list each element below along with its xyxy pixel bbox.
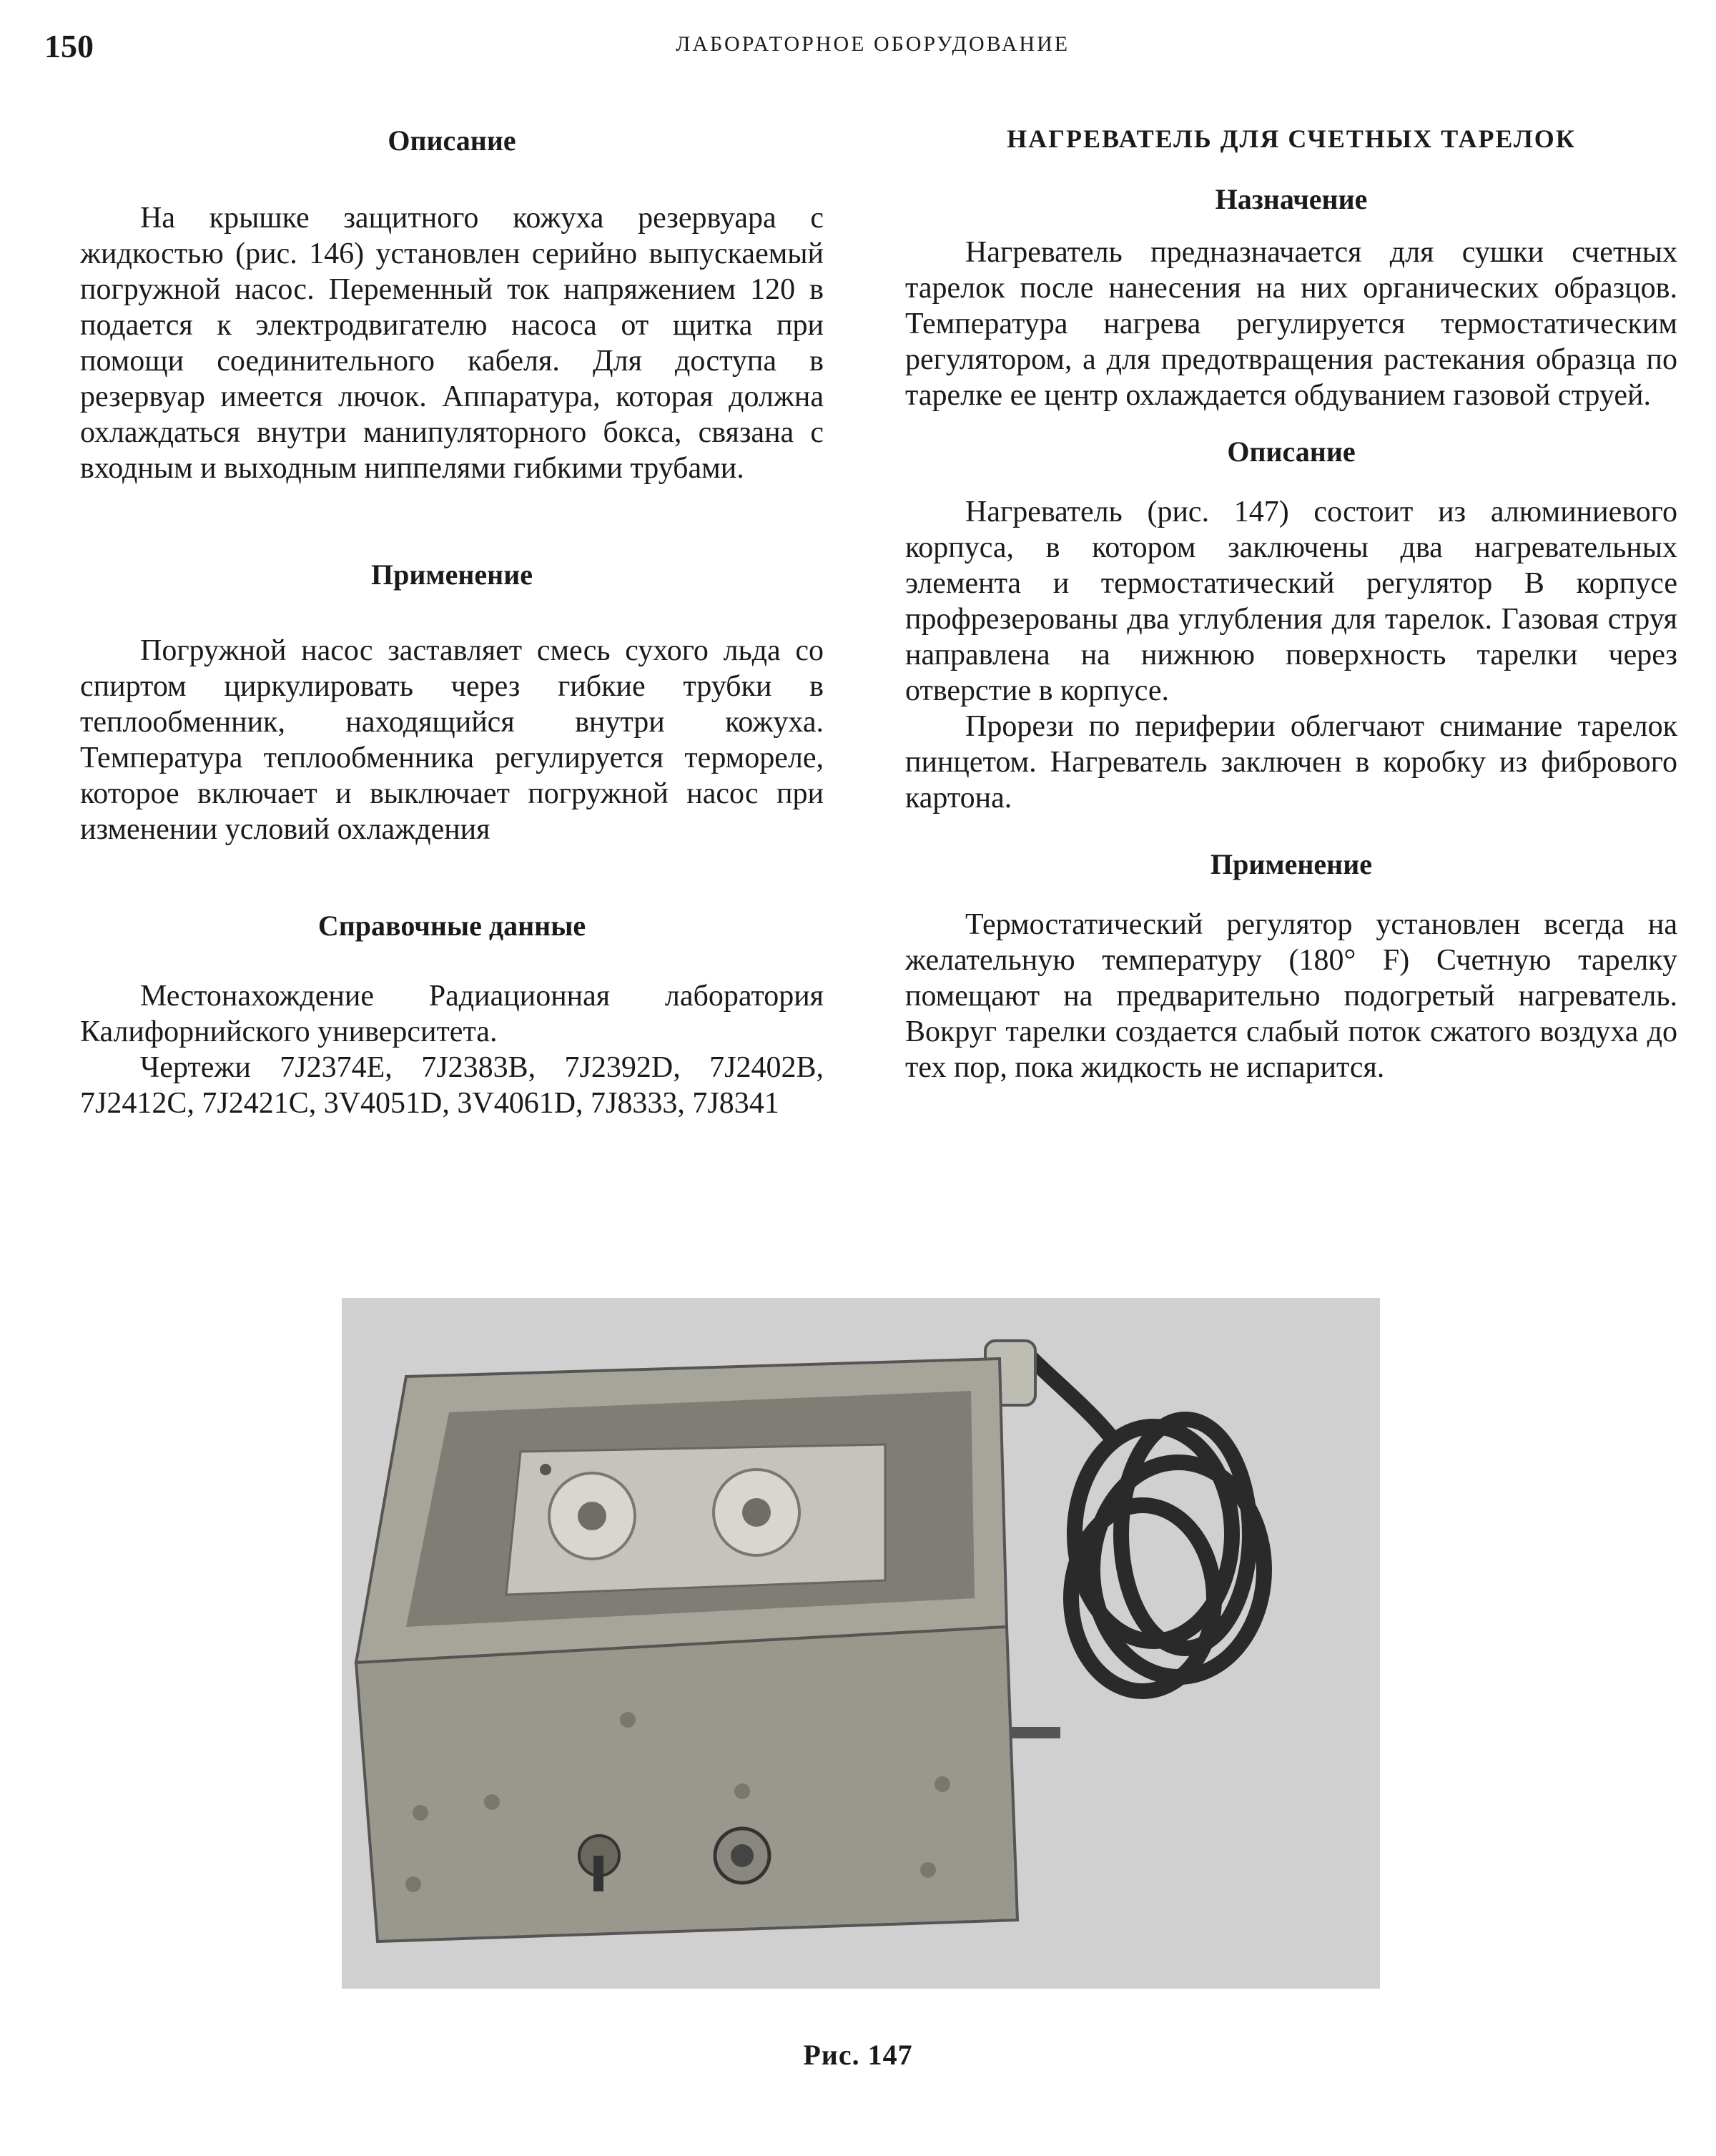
article-title: НАГРЕВАТЕЛЬ ДЛЯ СЧЕТНЫХ ТАРЕЛОК <box>1007 124 1576 153</box>
section-heading-purpose: Назначение <box>1215 183 1368 215</box>
section-heading-reference: Справочные данные <box>317 910 586 942</box>
purpose-paragraph: Нагреватель предназначается для сушки счетных тарелок после нанесения на них органических образцов. Температура нагрева регулируется термостатическим регулятором, а для предотвращения растекания образца по тарелке ее центр охлаждается обдуванием газовой струей. <box>905 236 1677 412</box>
heater-description-paragraph: Нагреватель (рис. 147) состоит из алюминиевого корпуса, в котором заключены два нагревательных элемента и термостатический регулятор В корпусе профрезерованы два углубления для тарелок. Газовая струя направлена на нижнюю поверхность тарелки через отверстие в корпусе. <box>905 496 1677 707</box>
heater-application-paragraph: Термостатический регулятор установлен всегда на желательную температуру (180° F) Счетную тарелку помещают на предварительно подогретый нагреватель. Вокруг тарелки создается слабый поток сжатого воздуха до тех пор, пока жидкость не испарится. <box>905 908 1677 1084</box>
page-number: 150 <box>44 28 94 64</box>
section-heading-application: Применение <box>370 558 533 591</box>
section-heading-description: Описание <box>388 124 516 157</box>
heater-description-paragraph-2: Прорези по периферии облегчают снимание тарелок пинцетом. Нагреватель заключен в коробку из фибрового картона. <box>905 710 1677 814</box>
figure-photo <box>342 1298 1380 1989</box>
left-column <box>80 118 824 1121</box>
running-head: ЛАБОРАТОРНОЕ ОБОРУДОВАНИЕ <box>676 32 1070 56</box>
application-paragraph: Погружной насос заставляет смесь сухого льда со спиртом циркулировать через гибкие трубки в теплообменник, находящийся внутри кожуха. Температура теплообменника регулируется термореле, которое включает и выключает погружной насос при изменении условий охлаждения <box>80 634 824 846</box>
reference-drawings: Чертежи 7J2374E, 7J2383B, 7J2392D, 7J2402B, 7J2412C, 7J2421C, 3V4051D, 3V4061D, 7J8333, 7J8341 <box>80 1051 824 1120</box>
heater-photo-illustration <box>342 1298 1380 1989</box>
right-column <box>905 118 1677 1086</box>
section-heading-application-right: Применение <box>1210 848 1373 880</box>
section-heading-description-right: Описание <box>1227 435 1356 468</box>
reference-location: Местонахождение Радиационная лаборатория Калифорнийского университета. <box>80 980 824 1048</box>
description-paragraph: На крышке защитного кожуха резервуара с жидкостью (рис. 146) установлен серийно выпускаемый погружной насос. Переменный ток напряжением 120 в подается к электродвигателю насоса от щитка при помощи соединительного кабеля. Для доступа в резервуар имеется лючок. Аппаратура, которая должна охлаждаться внутри манипуляторного бокса, связана с входным и выходным ниппелями гибкими трубами. <box>80 202 824 485</box>
figure-caption: Рис. 147 <box>803 2039 913 2071</box>
heater-box <box>356 1359 1060 1941</box>
